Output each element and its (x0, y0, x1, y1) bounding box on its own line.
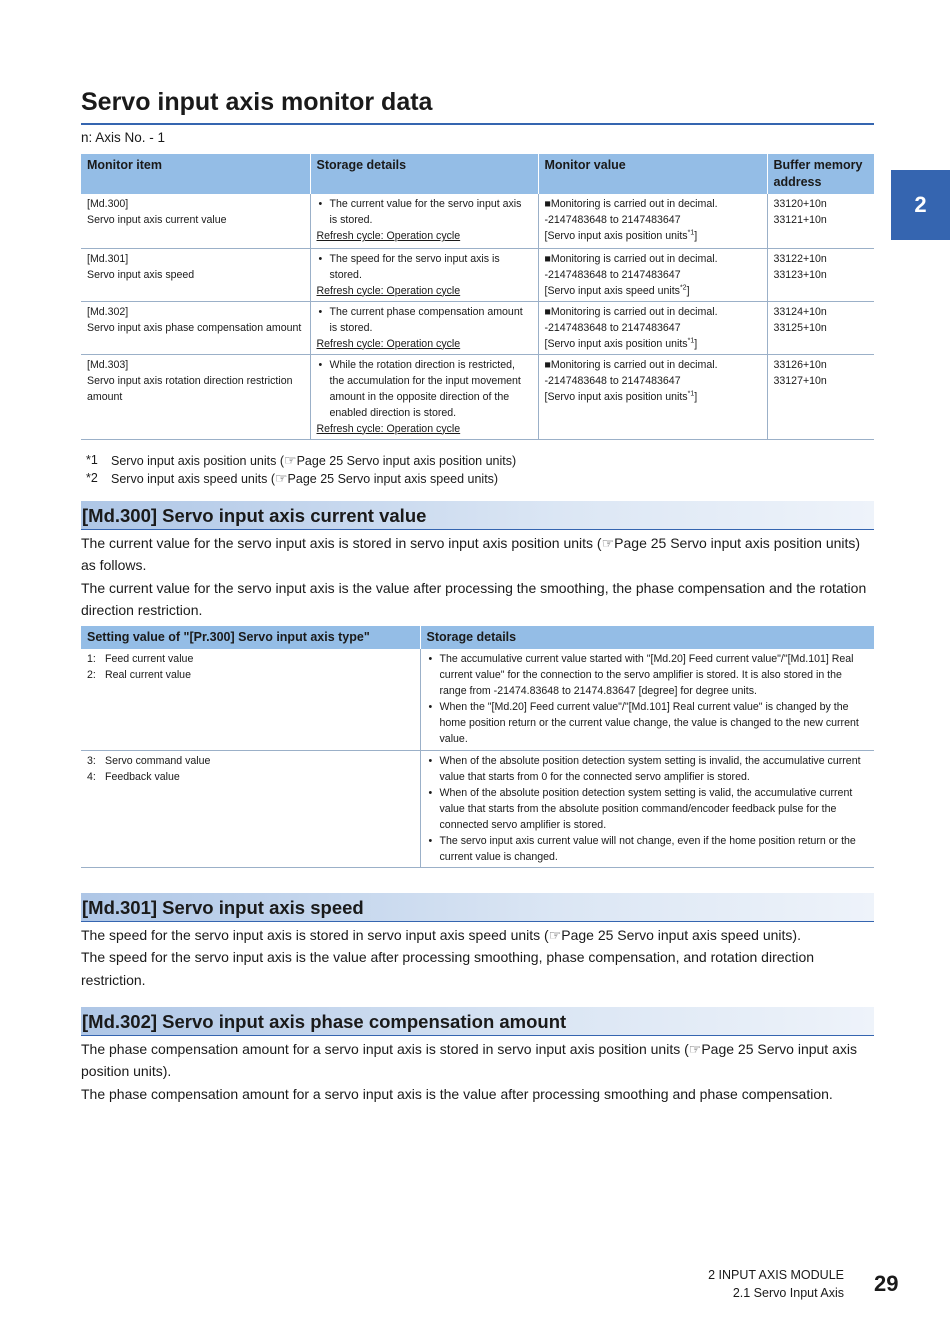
column-header: Setting value of "[Pr.300] Servo input axis type" (81, 626, 420, 649)
buffer-address-cell (767, 248, 874, 301)
footer-chapter-title: 2 INPUT AXIS MODULE (708, 1268, 844, 1282)
page-number: 29 (874, 1271, 899, 1296)
footnote-mark: *2 (86, 471, 98, 485)
value-range: -2147483648 to 2147483647 (544, 321, 681, 334)
table-row (81, 649, 874, 750)
column-header: Storage details (310, 154, 538, 194)
pointing-hand-icon: ☞ (274, 470, 288, 486)
storage-cell (310, 301, 538, 354)
footnote-ref[interactable]: *1 (687, 336, 695, 344)
bullet-icon: • (428, 834, 433, 847)
buffer-address-cell (767, 301, 874, 354)
bullet-icon: • (428, 754, 433, 767)
column-header: Monitor item (81, 154, 310, 194)
chapter-tab[interactable]: 2 (891, 170, 950, 240)
paragraph: The phase compensation amount for a servo input axis is the value after processing smoothing and phase compensation. (81, 1085, 833, 1102)
address: 33124+10n (773, 305, 827, 318)
servo-input-axis-type-table (81, 626, 874, 868)
table-row (81, 750, 874, 867)
page-reference-link[interactable]: Page 25 Servo input axis position units). (81, 1041, 857, 1080)
address: 33126+10n (773, 358, 827, 371)
value-unit: [Servo input axis position units (544, 230, 688, 242)
item-name: Servo input axis rotation direction restriction amount (87, 374, 293, 403)
detail-text: When the "[Md.20] Feed current value"/"[Md.101] Real current value" is changed by the home position return or the current value change, the value is changed to the new current value. (439, 701, 859, 745)
pointing-hand-icon: ☞ (284, 452, 297, 468)
detail-text: When of the absolute position detection system setting is valid, the accumulative current value that starts from the absolute position command/encoder feedback pulse for the connected servo amplifier is stored. (439, 786, 853, 831)
item-name: Servo input axis current value (87, 214, 227, 226)
footer-section-title: 2.1 Servo Input Axis (732, 1285, 844, 1300)
buffer-address-cell (767, 194, 874, 248)
value-close: ] (694, 230, 698, 242)
value-description: ■Monitoring is carried out in decimal. (544, 252, 718, 265)
monitor-item-cell (81, 301, 310, 354)
storage-cell (310, 354, 538, 439)
bullet-icon: • (318, 198, 323, 210)
page-reference-link[interactable]: Page 25 Servo input axis position units) (296, 454, 517, 468)
address: 33125+10n (773, 321, 827, 334)
storage-text: The current phase compensation amount is stored. (329, 305, 523, 334)
page-reference-link[interactable]: Page 25 Servo input axis speed units). (561, 927, 801, 943)
column-header: Storage details (420, 626, 874, 649)
monitor-value-cell (538, 248, 767, 301)
value-range: -2147483648 to 2147483647 (544, 268, 681, 281)
section-body-md300 (81, 532, 871, 621)
value-description: ■Monitoring is carried out in decimal. (544, 305, 718, 318)
section-body-md301 (81, 924, 871, 991)
detail-text: The servo input axis current value will not change, even if the home position return or the current value is changed. (439, 834, 856, 863)
value-unit: [Servo input axis speed units (544, 284, 680, 297)
section-heading-md301: [Md.301] Servo input axis speed (81, 893, 874, 922)
value-description: ■Monitoring is carried out in decimal. (544, 198, 718, 210)
setting-option: 2: Real current value (87, 669, 191, 681)
buffer-address-cell (767, 354, 874, 439)
detail-text: When of the absolute position detection system setting is invalid, the accumulative current value that starts from 0 for the connected servo amplifier is stored. (439, 754, 861, 783)
refresh-cycle: Refresh cycle: Operation cycle (316, 422, 461, 435)
bullet-icon: • (318, 252, 323, 265)
pointing-hand-icon: ☞ (688, 1041, 702, 1057)
detail-text: The accumulative current value started with "[Md.20] Feed current value"/"[Md.101] Real current value" for the connection to the servo amplifier is stored. It is also stored in the range from -21474.83648 to 21474.83647 [degree] for degree units. (439, 653, 854, 697)
refresh-cycle: Refresh cycle: Operation cycle (316, 230, 461, 242)
footnote-mark: *1 (86, 453, 98, 467)
monitor-item-cell (81, 194, 310, 248)
table-row (81, 194, 874, 248)
page-reference-link[interactable]: Page 25 Servo input axis speed units) (287, 472, 499, 486)
storage-cell (310, 248, 538, 301)
axis-note: n: Axis No. - 1 (81, 130, 166, 145)
refresh-cycle: Refresh cycle: Operation cycle (316, 284, 461, 297)
value-range: -2147483648 to 2147483647 (544, 214, 681, 226)
column-header: Buffer memory address (767, 154, 874, 194)
footer-chapter (708, 1267, 844, 1302)
table-row (81, 248, 874, 301)
value-unit: [Servo input axis position units (544, 337, 688, 350)
monitor-value-cell (538, 354, 767, 439)
page-title: Servo input axis monitor data (81, 86, 874, 125)
footnote (86, 470, 516, 488)
storage-text: The current value for the servo input axis is stored. (329, 198, 522, 226)
monitor-item-cell (81, 248, 310, 301)
monitor-item-cell (81, 354, 310, 439)
item-code: [Md.302] (87, 305, 129, 318)
value-description: ■Monitoring is carried out in decimal. (544, 358, 718, 371)
bullet-icon: • (428, 786, 433, 799)
value-range: -2147483648 to 2147483647 (544, 374, 681, 387)
footnote-ref[interactable]: *1 (687, 389, 695, 397)
paragraph: The speed for the servo input axis is stored in servo input axis speed units (☞Page 25 Servo input axis speed units). (81, 927, 801, 943)
storage-text: The speed for the servo input axis is stored. (329, 252, 500, 281)
footnote-ref[interactable]: *1 (687, 229, 695, 237)
section-heading-md300: [Md.300] Servo input axis current value (81, 501, 874, 530)
table-row (81, 354, 874, 439)
setting-option: 3: Servo command value (87, 754, 211, 767)
section-body-md302 (81, 1038, 871, 1105)
column-header: Monitor value (538, 154, 767, 194)
setting-option: 4: Feedback value (87, 770, 180, 783)
address: 33122+10n (773, 252, 827, 265)
storage-details-cell (420, 750, 874, 867)
setting-value-cell (81, 750, 420, 867)
item-name: Servo input axis phase compensation amount (87, 321, 302, 334)
footnote-text: Servo input axis position units (☞Page 25 Servo input axis position units) (111, 452, 517, 468)
pointing-hand-icon: ☞ (548, 927, 562, 943)
monitor-value-cell (538, 301, 767, 354)
monitor-data-table (81, 154, 874, 440)
bullet-icon: • (318, 305, 323, 318)
footnote-text: Servo input axis speed units (☞Page 25 Servo input axis speed units) (111, 470, 499, 486)
footnotes (86, 452, 516, 488)
value-close: ] (694, 390, 698, 403)
bullet-icon: • (318, 358, 323, 371)
value-close: ] (694, 337, 698, 350)
table-row (81, 301, 874, 354)
pointing-hand-icon: ☞ (601, 535, 615, 551)
value-close: ] (686, 284, 690, 297)
storage-details-cell (420, 649, 874, 750)
monitor-value-cell (538, 194, 767, 248)
address: 33127+10n (773, 374, 827, 387)
address: 33120+10n (773, 198, 827, 210)
storage-text: While the rotation direction is restricted, the accumulation for the input movement amount in the opposite direction of the enabled direction is stored. (329, 358, 521, 419)
item-name: Servo input axis speed (87, 268, 195, 281)
refresh-cycle: Refresh cycle: Operation cycle (316, 337, 461, 350)
setting-option: 1: Feed current value (87, 653, 194, 665)
item-code: [Md.303] (87, 358, 129, 371)
bullet-icon: • (428, 653, 433, 665)
item-code: [Md.301] (87, 252, 129, 265)
footnote (86, 452, 516, 470)
storage-cell (310, 194, 538, 248)
paragraph: The current value for the servo input axis is the value after processing the smoothing, the phase compensation and the rotation direction restriction. (81, 579, 867, 618)
table-header-row (81, 154, 874, 194)
page-reference-link[interactable]: Page 25 Servo input axis position units) as follows. (81, 535, 861, 574)
footnote-ref[interactable]: *2 (679, 283, 687, 291)
address: 33121+10n (773, 214, 827, 226)
paragraph: The phase compensation amount for a servo input axis is stored in servo input axis position units (☞Page 25 Servo input axis position units). (81, 1041, 857, 1080)
bullet-icon: • (428, 701, 433, 713)
table-header-row (81, 626, 874, 649)
setting-value-cell (81, 649, 420, 750)
address: 33123+10n (773, 268, 827, 281)
section-heading-md302: [Md.302] Servo input axis phase compensation amount (81, 1007, 874, 1036)
paragraph: The speed for the servo input axis is the value after processing smoothing, phase compensation, and rotation direction restriction. (81, 949, 815, 988)
paragraph: The current value for the servo input axis is stored in servo input axis position units (☞Page 25 Servo input axis position units) as follows. (81, 535, 861, 574)
value-unit: [Servo input axis position units (544, 390, 688, 403)
item-code: [Md.300] (87, 198, 129, 210)
